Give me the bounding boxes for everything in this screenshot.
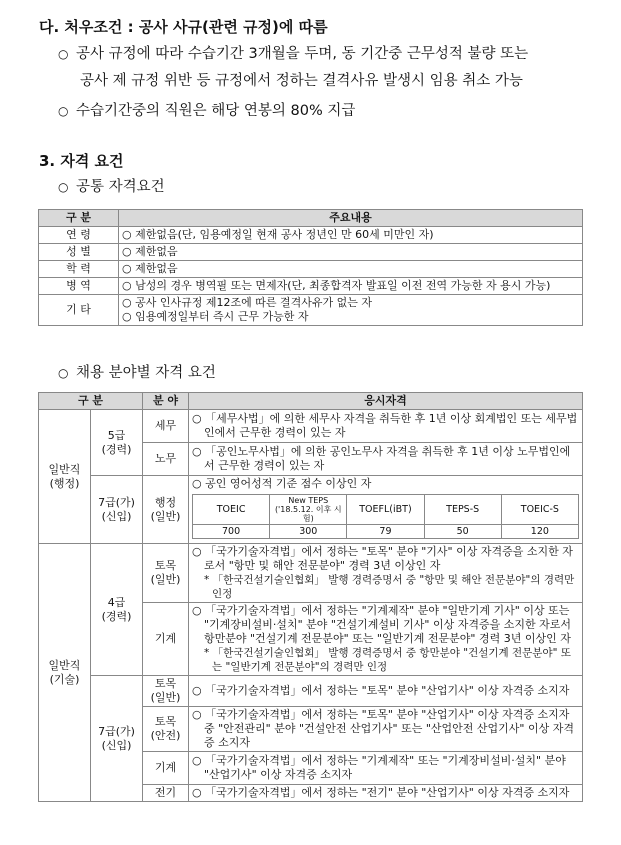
bullet-text-cont: 공사 제 규정 위반 등 규정에서 정하는 결격사유 발생시 임용 취소 가능 <box>80 73 523 89</box>
field-civil-safe: 토목 (안전) <box>143 707 189 752</box>
score-value: 79 <box>347 525 424 539</box>
table-header-field: 분 야 <box>143 393 189 410</box>
common-requirements-table <box>38 209 583 326</box>
field-mech: 기계 <box>143 603 189 676</box>
row-label: 학 력 <box>39 261 119 278</box>
row-content: ○ 공사 인사규정 제12조에 따른 결격사유가 없는 자 ○ 임용예정일부터 즉시 근무 가능한 자 <box>119 295 583 326</box>
circle-bullet-icon: ○ <box>58 104 69 118</box>
common-heading <box>58 174 165 201</box>
qual-civil: ○ 「국가기술자격법」에서 정하는 "토목" 분야 "기사" 이상 자격증을 소지한 자로서 "항만 및 해안 전문분야" 경력 3년 이상인 자 * 「한국건설기술인협회」 발행 경력증명서 중 "항만 및 해안 전문분야"의 경력만 인정 <box>189 544 583 603</box>
section-d-bullet-1 <box>58 41 618 95</box>
qual-mech: ○ 「국가기술자격법」에서 정하는 "기계제작" 분야 "일반기계 기사" 이상 또는 "기계장비설비·설치" 분야 "건설기계설비 기사" 이상 자격증을 소지한 자로서 항만분야 "건설기계 전문분야" 또는 "일반기계 전문분야" 경력 3년 이상인 자 * 「한국건설기술인협회」 발행 경력증명서 중 항만분야 "건설기계 전문분야" 또는 "일반기계 전문분야"의 경력만 인정 <box>189 603 583 676</box>
table-row <box>39 676 583 707</box>
field-mech-7: 기계 <box>143 752 189 785</box>
heading-text: 공통 자격요건 <box>76 179 165 195</box>
circle-bullet-icon: ○ <box>58 180 69 194</box>
score-value: 700 <box>193 525 270 539</box>
row-content: ○ 제한없음 <box>119 244 583 261</box>
table-row <box>39 544 583 603</box>
score-header: TOEFL(iBT) <box>347 495 424 525</box>
qual-mech-7: ○ 「국가기술자격법」에서 정하는 "기계제작" 또는 "기계장비설비·설치" 분야 "산업기사" 이상 자격증 소지자 <box>189 752 583 785</box>
group-tech: 일반직 (기술) <box>39 544 91 802</box>
table-header-gubun: 구 분 <box>39 393 143 410</box>
row-label: 연 령 <box>39 227 119 244</box>
score-value: 300 <box>270 525 347 539</box>
table-row <box>39 227 583 244</box>
grade-4: 4급 (경력) <box>91 544 143 676</box>
row-content: ○ 제한없음(단, 임용예정일 현재 공사 정년인 만 60세 미만인 자) <box>119 227 583 244</box>
qual-admin: ○ 공인 영어성적 기준 점수 이상인 자 TOEIC New TEPS ('18.5.12. 이후 시험) TOEFL(iBT) TEPS-S TOEIC-S 700 300 79 50 120 <box>189 476 583 544</box>
qual-civil-safe: ○ 「국가기술자격법」에서 정하는 "토목" 분야 "산업기사" 이상 자격증 소지자 중 "안전관리" 분야 "건설안전 산업기사" 또는 "산업안전 산업기사" 이상 자격증 소지자 <box>189 707 583 752</box>
field-civil-gen: 토목 (일반) <box>143 676 189 707</box>
row-content: ○ 남성의 경우 병역필 또는 면제자(단, 최종합격자 발표일 이전 전역 가능한 자 용시 가능) <box>119 278 583 295</box>
table-header-content: 주요내용 <box>119 210 583 227</box>
table-row <box>39 244 583 261</box>
score-table <box>192 494 579 539</box>
row-label: 성 별 <box>39 244 119 261</box>
qual-civil-gen: ○ 「국가기술자격법」에서 정하는 "토목" 분야 "산업기사" 이상 자격증 소지자 <box>189 676 583 707</box>
section-3-title: 3. 자격 요건 <box>39 152 124 170</box>
table-row <box>39 476 583 544</box>
group-admin: 일반직 (행정) <box>39 410 91 544</box>
score-value: 50 <box>424 525 501 539</box>
score-header: TEPS-S <box>424 495 501 525</box>
grade-7-admin: 7급(가) (신입) <box>91 476 143 544</box>
section-d-bullet-2 <box>58 98 618 125</box>
bullet-text: 수습기간중의 직원은 해당 연봉의 80% 지급 <box>76 103 356 119</box>
table-row <box>39 261 583 278</box>
field-heading <box>58 360 216 387</box>
field-labor: 노무 <box>143 443 189 476</box>
qual-labor: ○ 「공인노무사법」에 의한 공인노무사 자격을 취득한 후 1년 이상 노무법인에서 근무한 경력이 있는 자 <box>189 443 583 476</box>
field-requirements-table <box>38 392 583 802</box>
circle-bullet-icon: ○ <box>58 47 69 61</box>
table-row <box>39 295 583 326</box>
field-civil: 토목 (일반) <box>143 544 189 603</box>
grade-7-tech: 7급(가) (신입) <box>91 676 143 802</box>
score-header: New TEPS ('18.5.12. 이후 시험) <box>270 495 347 525</box>
table-row <box>39 278 583 295</box>
score-header: TOEIC-S <box>501 495 578 525</box>
field-elec: 전기 <box>143 785 189 802</box>
score-value: 120 <box>501 525 578 539</box>
row-label: 병 역 <box>39 278 119 295</box>
qual-tax: ○ 「세무사법」에 의한 세무사 자격을 취득한 후 1년 이상 회계법인 또는 세무법인에서 근무한 경력이 있는 자 <box>189 410 583 443</box>
grade-5: 5급 (경력) <box>91 410 143 476</box>
field-admin: 행정 (일반) <box>143 476 189 544</box>
table-header-gubun: 구 분 <box>39 210 119 227</box>
section-d-title: 다. 처우조건 : 공사 사규(관련 규정)에 따름 <box>39 18 328 36</box>
row-label: 기 타 <box>39 295 119 326</box>
circle-bullet-icon: ○ <box>58 366 69 380</box>
table-row <box>39 410 583 443</box>
table-header-qual: 응시자격 <box>189 393 583 410</box>
score-header: TOEIC <box>193 495 270 525</box>
field-tax: 세무 <box>143 410 189 443</box>
row-content: ○ 제한없음 <box>119 261 583 278</box>
heading-text: 채용 분야별 자격 요건 <box>76 365 216 381</box>
qual-elec: ○ 「국가기술자격법」에서 정하는 "전기" 분야 "산업기사" 이상 자격증 소지자 <box>189 785 583 802</box>
bullet-text: 공사 규정에 따라 수습기간 3개월을 두며, 동 기간중 근무성적 불량 또는 <box>76 46 529 62</box>
